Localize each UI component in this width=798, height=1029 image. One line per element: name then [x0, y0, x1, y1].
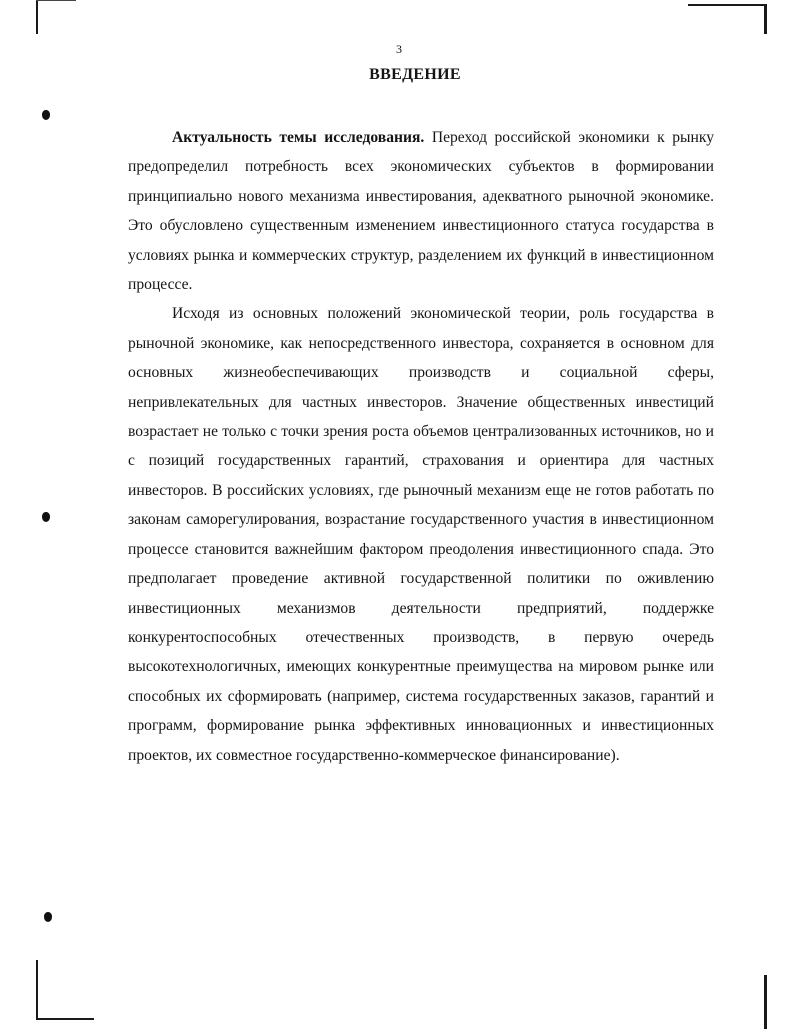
punch-hole-mark [42, 512, 50, 522]
paragraph [128, 299, 714, 770]
paragraph-lead: Актуальность темы исследования. [172, 129, 425, 146]
page-number: 3 [396, 42, 402, 56]
scan-edge-top-left [36, 0, 38, 34]
paragraph [128, 123, 714, 299]
scan-edge-bottom-left-horizontal [36, 1018, 94, 1020]
scan-edge-right [764, 4, 767, 34]
scan-edge-bottom-right [764, 975, 767, 1029]
scan-edge-bottom-left [36, 960, 38, 1020]
punch-hole-mark [42, 110, 50, 120]
page-title: ВВЕДЕНИЕ [369, 66, 461, 83]
punch-hole-mark [44, 912, 52, 922]
paragraph-text: Исходя из основных положений экономической теории, роль государства в рыночной экономике, как непосредственного инвестора, сохраняется в основном для основных жизнеобеспечивающих производств и социальной сферы, непривлекательных для частных инвесторов. Значение общественных инвестиций возрастает не только с точки зрения роста объемов централизованных источников, но и с позиций государственных гарантий, страхования и ориентира для частных инвесторов. В российских условиях, где рыночный механизм еще не готов работать по законам саморегулирования, возрастание государственного участия в инвестиционном процессе становится важнейшим фактором преодоления инвестиционного спада. Это предполагает проведение активной государственной политики по оживлению инвестиционных механизмов деятельности предприятий, поддержке конкурентоспособных отечественных производств, в первую очередь высокотехнологичных, имеющих конкурентные преимущества на мировом рынке или способных их сформировать (например, система государственных заказов, гарантий и программ, формирование рынка эффективных инновационных и инвестиционных проектов, их совместное государственно-коммерческое финансирование). [128, 305, 714, 764]
document-body [128, 123, 714, 770]
paragraph-text: Переход российской экономики к рынку предопределил потребность всех экономических субъектов в формировании принципиально нового механизма инвестирования, адекватного рыночной экономике. Это обусловлено существенным изменением инвестиционного статуса государства в условиях рынка и коммерческих структур, разделением их функций в инвестиционном процессе. [128, 129, 714, 294]
scan-edge-top-right [688, 4, 766, 6]
scan-edge-top-left-horizontal [36, 0, 76, 1]
